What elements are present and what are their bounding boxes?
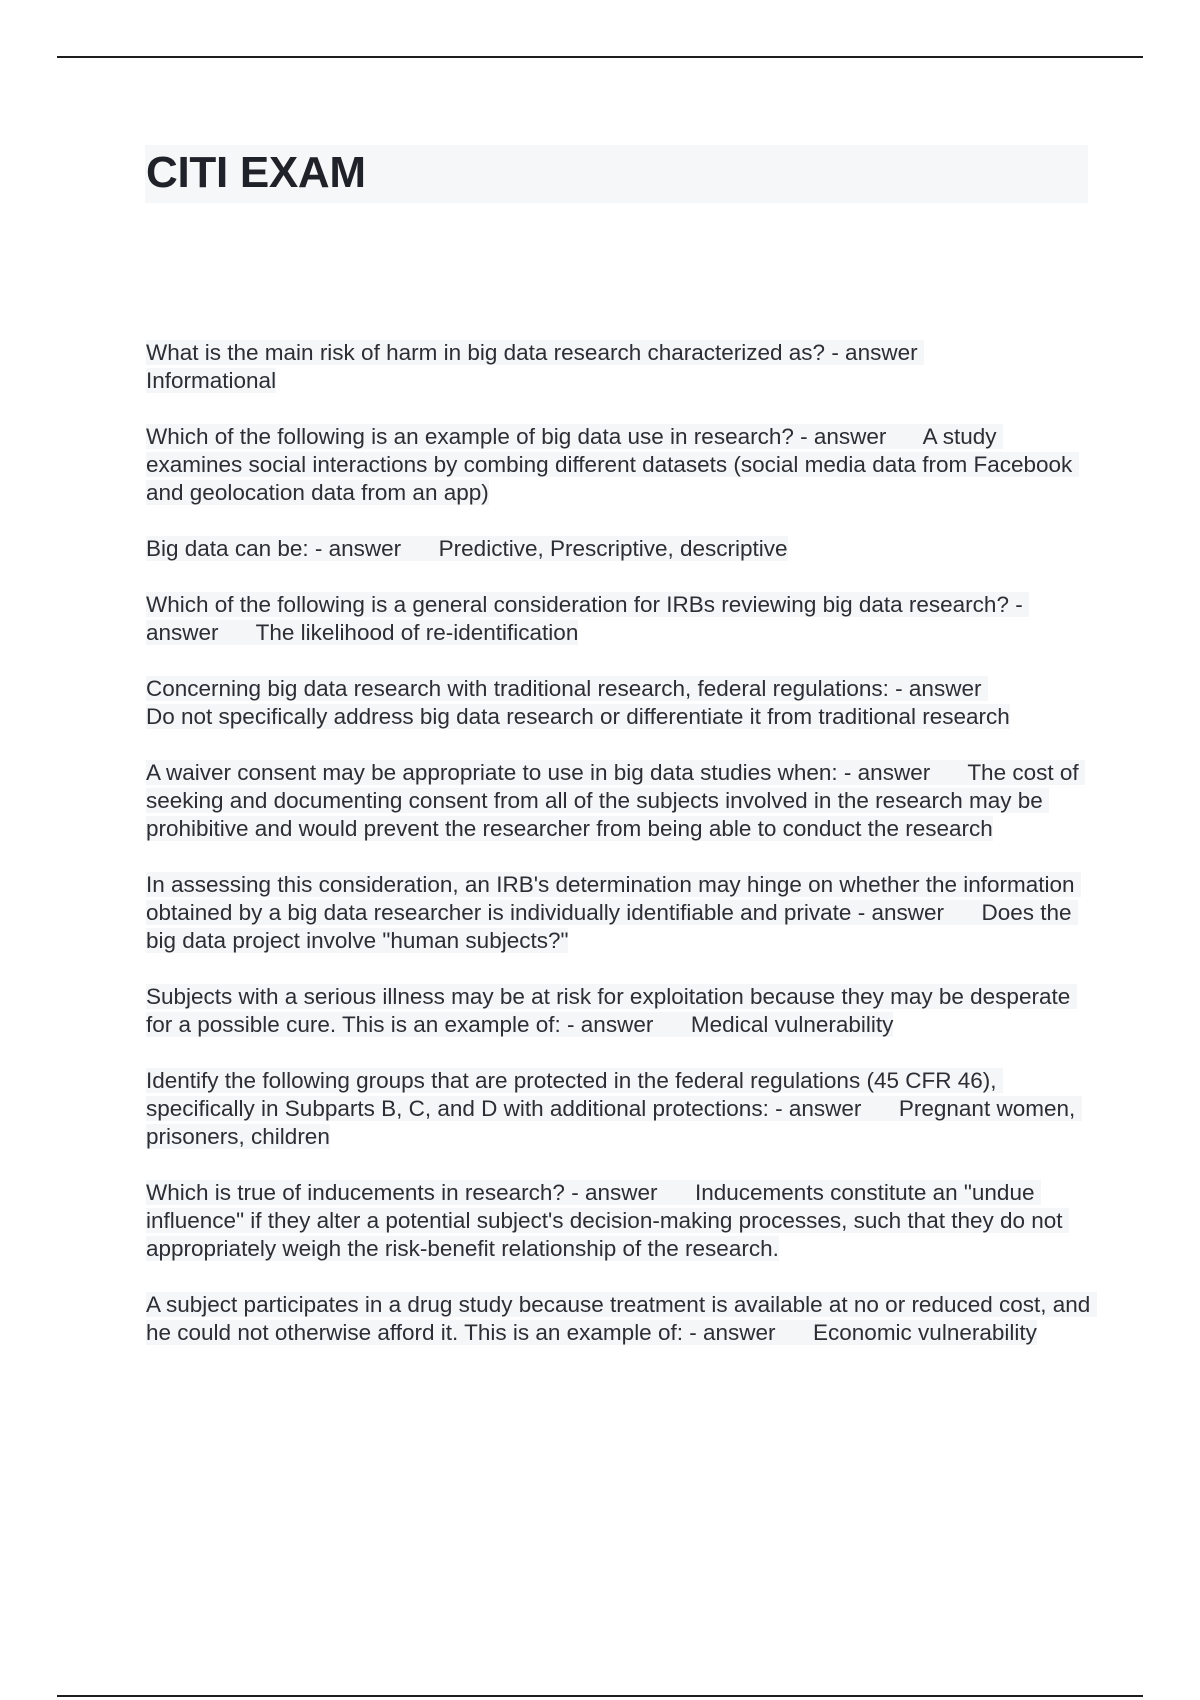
qa-item bbox=[146, 423, 1096, 507]
answer-separator: - answer bbox=[768, 1096, 868, 1121]
answer-separator: - answer bbox=[564, 1180, 664, 1205]
answer-text: The likelihood of re-identification bbox=[255, 620, 579, 645]
question-text: Concerning big data research with traditional research, federal regulations: bbox=[146, 676, 889, 701]
answer-text: Inducements constitute an "undue influence" if they alter a potential subject's decision-making processes, such that they do not appropriately weigh the risk-benefit relationship of the research. bbox=[146, 1180, 1069, 1261]
answer-separator: - answer bbox=[888, 676, 988, 701]
answer-text: A study examines social interactions by combing different datasets (social media data from Facebook and geolocation data from an app) bbox=[146, 424, 1079, 505]
qa-item bbox=[146, 675, 1096, 731]
answer-text: The cost of seeking and documenting consent from all of the subjects involved in the research may be prohibitive and would prevent the researcher from being able to conduct the research bbox=[146, 760, 1085, 841]
qa-item bbox=[146, 871, 1096, 955]
answer-text: Does the big data project involve "human subjects?" bbox=[146, 900, 1078, 953]
answer-separator: - answer bbox=[682, 1320, 782, 1345]
question-text: What is the main risk of harm in big data research characterized as? bbox=[146, 340, 826, 365]
answer-separator: - answer bbox=[825, 340, 924, 365]
question-text: Subjects with a serious illness may be at risk for exploitation because they may be desperate for a possible cure. This is an example of: bbox=[146, 984, 1077, 1037]
qa-item bbox=[146, 983, 1096, 1039]
top-rule bbox=[57, 56, 1143, 58]
page-title: CITI EXAM bbox=[146, 148, 366, 197]
answer-text: Do not specifically address big data research or differentiate it from traditional research bbox=[146, 704, 1010, 729]
answer-separator: - answer bbox=[793, 424, 893, 449]
answer-separator: - answer bbox=[560, 1012, 660, 1037]
answer-text: Pregnant women, prisoners, children bbox=[146, 1096, 1082, 1149]
answer-text: Predictive, Prescriptive, descriptive bbox=[438, 536, 788, 561]
answer-separator: - answer bbox=[146, 592, 1029, 645]
question-text: Big data can be: bbox=[146, 536, 309, 561]
answer-text: Economic vulnerability bbox=[813, 1320, 1037, 1345]
answer-separator: - answer bbox=[837, 760, 937, 785]
qa-item bbox=[146, 1291, 1096, 1347]
answer-text: Medical vulnerability bbox=[690, 1012, 894, 1037]
question-text: Which of the following is an example of big data use in research? bbox=[146, 424, 794, 449]
bottom-rule bbox=[57, 1695, 1143, 1697]
question-text: A subject participates in a drug study because treatment is available at no or reduced cost, and he could not otherwise afford it. This is an example of: bbox=[146, 1292, 1097, 1345]
question-text: Which is true of inducements in research? bbox=[146, 1180, 565, 1205]
question-text: Which of the following is a general consideration for IRBs reviewing big data research? bbox=[146, 592, 1009, 617]
qa-item bbox=[146, 1179, 1096, 1263]
qa-item bbox=[146, 339, 1096, 395]
qa-item bbox=[146, 1067, 1096, 1151]
question-text: In assessing this consideration, an IRB's determination may hinge on whether the information obtained by a big data researcher is individually identifiable and private bbox=[146, 872, 1081, 925]
question-text: Identify the following groups that are protected in the federal regulations (45 CFR 46), specifically in Subparts B, C, and D with additional protections: bbox=[146, 1068, 1003, 1121]
answer-separator: - answer bbox=[851, 900, 951, 925]
answer-separator: - answer bbox=[308, 536, 408, 561]
qa-item bbox=[146, 759, 1096, 843]
qa-item bbox=[146, 591, 1096, 647]
answer-text: Informational bbox=[146, 368, 277, 393]
qa-list bbox=[146, 339, 1096, 1375]
qa-item bbox=[146, 535, 1096, 563]
question-text: A waiver consent may be appropriate to use in big data studies when: bbox=[146, 760, 838, 785]
